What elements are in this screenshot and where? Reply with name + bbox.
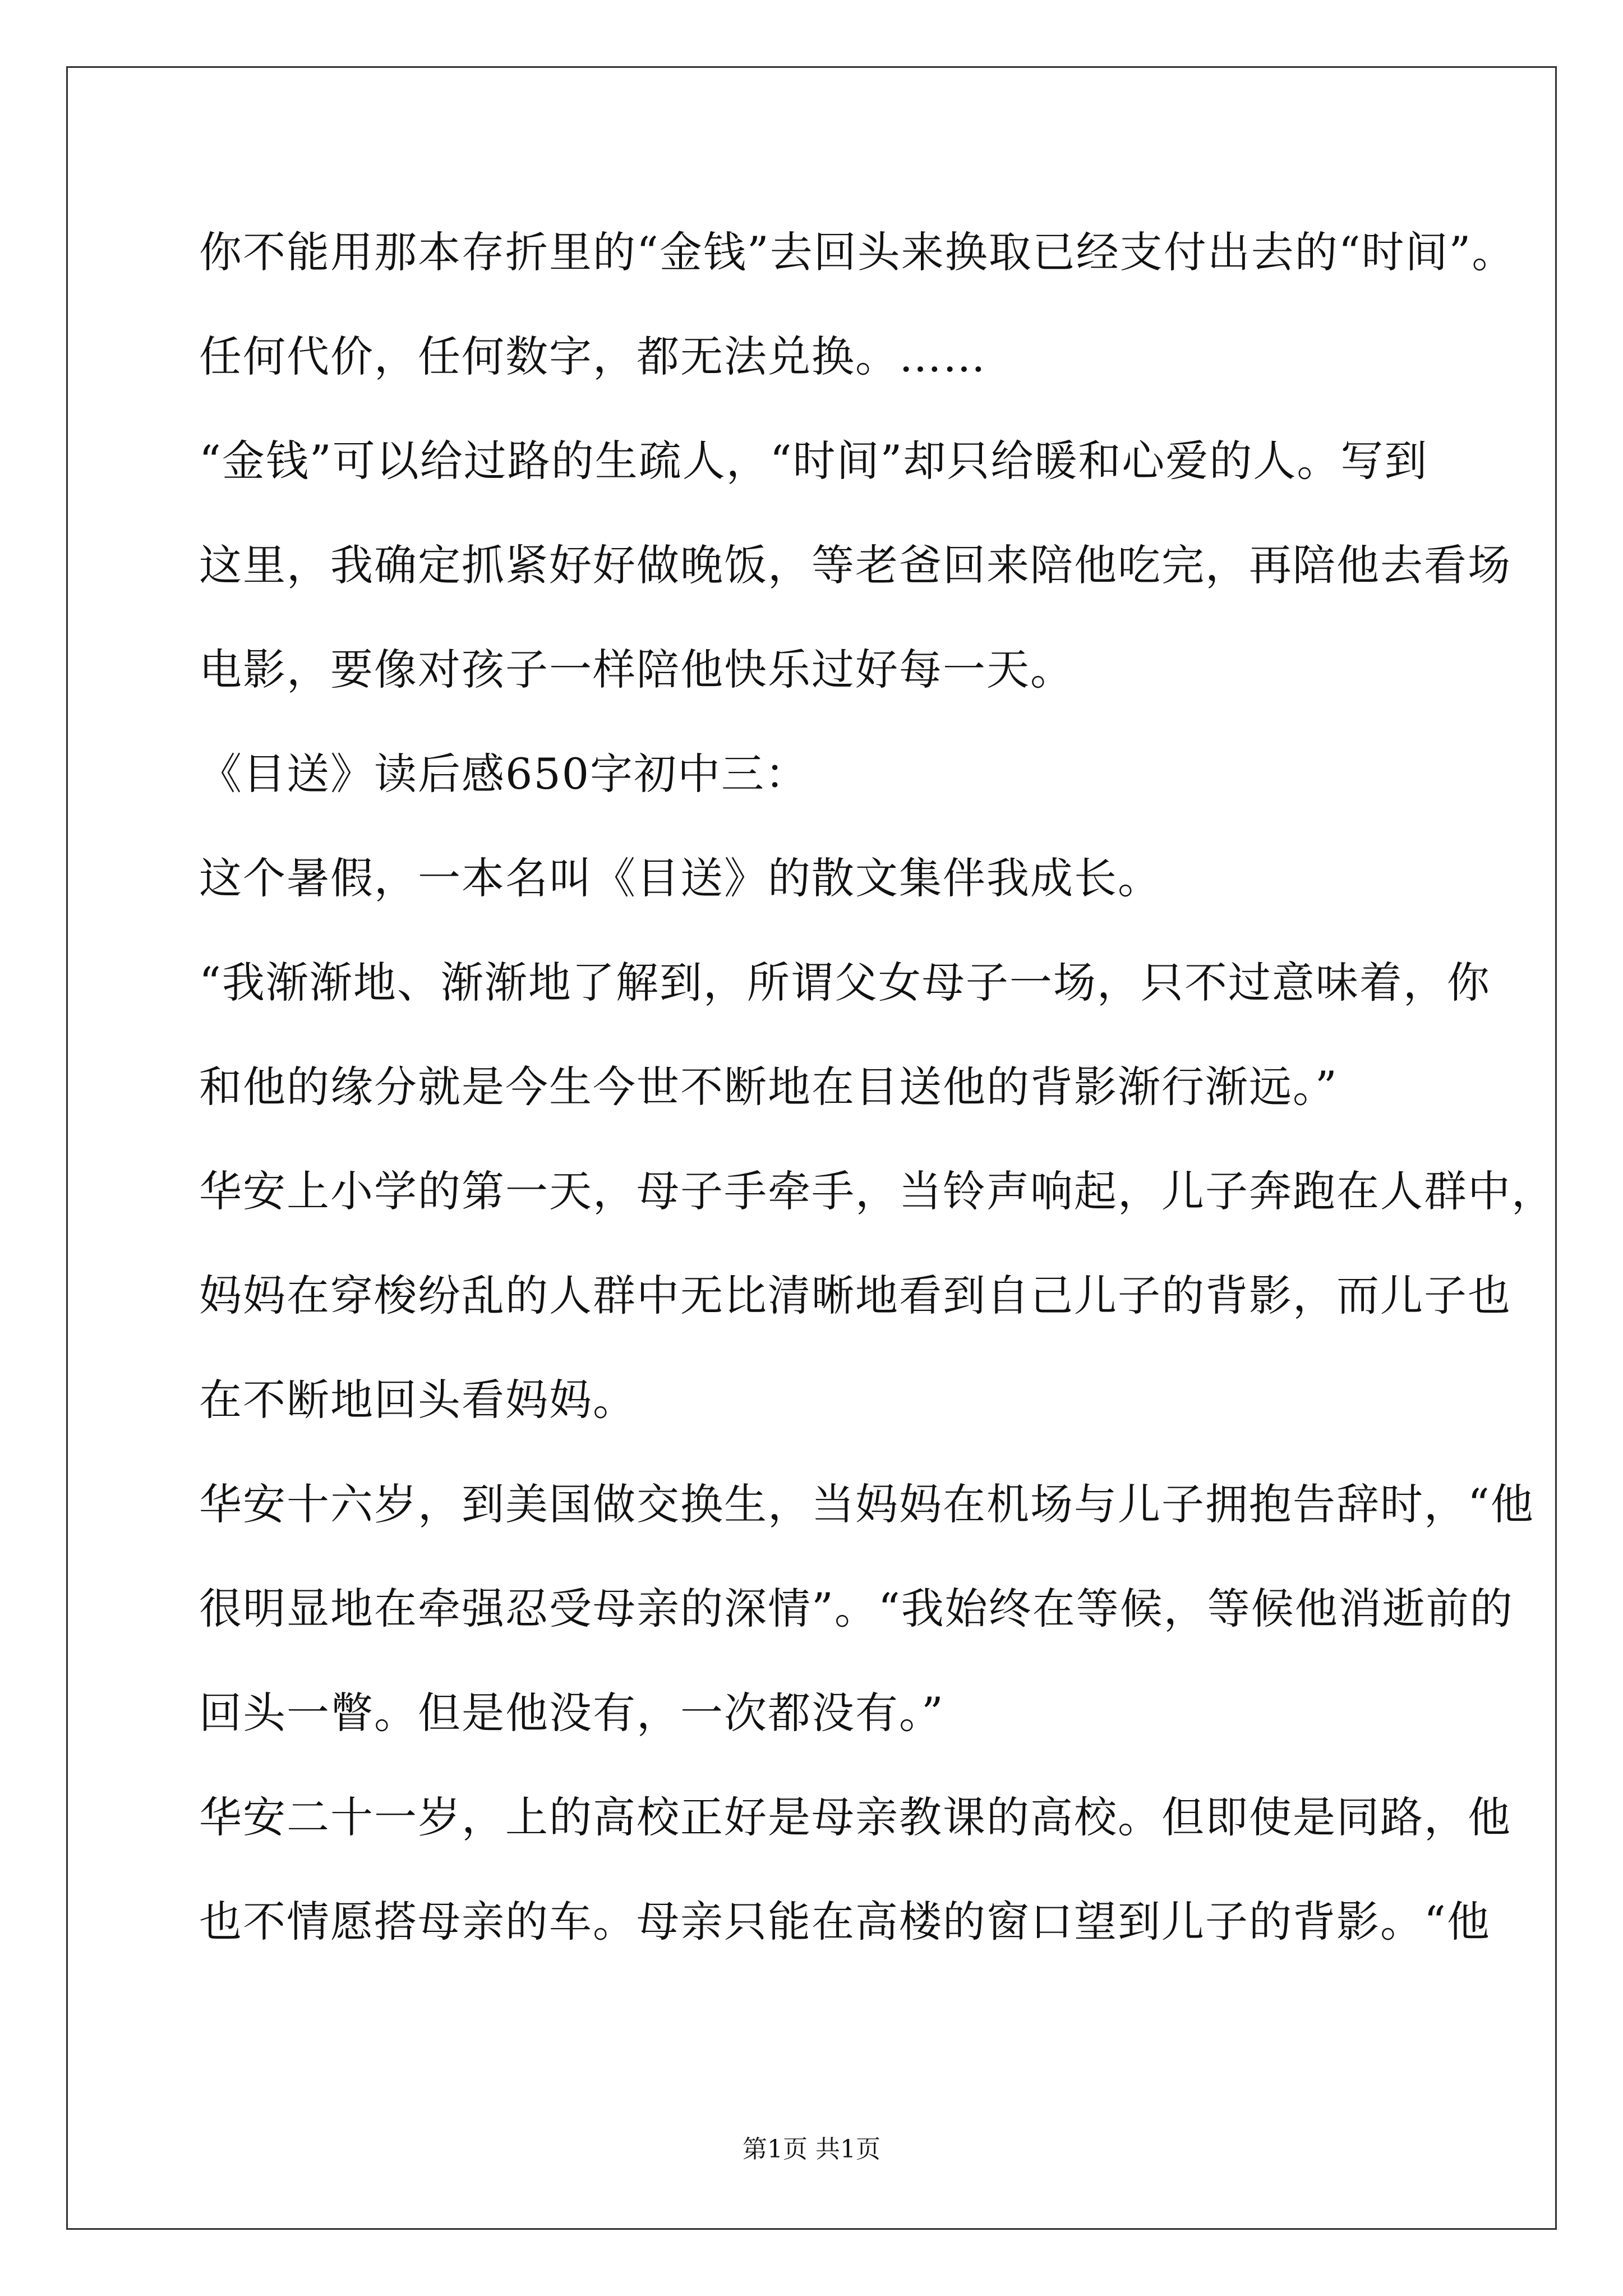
text-line: 回头一瞥。但是他没有，一次都没有。” <box>199 1688 944 1738</box>
text-line: 任何代价，任何数字，都无法兑换。…… <box>199 332 986 381</box>
text-line: 华安上小学的第一天，母子手牵手，当铃声响起，儿子奔跑在人群中， <box>199 1166 1555 1216</box>
text-line: 妈妈在穿梭纷乱的人群中无比清晰地看到自己儿子的背影，而儿子也 <box>199 1271 1511 1320</box>
text-line: 电影，要像对孩子一样陪他快乐过好每一天。 <box>199 645 1074 694</box>
text-line: 也不情愿搭母亲的车。母亲只能在高楼的窗口望到儿子的背影。“他 <box>199 1897 1491 1947</box>
text-line: 你不能用那本存折里的“金钱”去回头来换取已经支付出去的“时间”。 <box>199 227 1516 277</box>
text-line: 这里，我确定抓紧好好做晚饭，等老爸回来陪他吃完，再陪他去看场 <box>199 540 1511 590</box>
section-heading: 《目送》读后感650字初中三： <box>199 749 809 799</box>
text-line: 很明显地在牵强忍受母亲的深情”。“我始终在等候，等候他消逝前的 <box>199 1584 1514 1634</box>
page-number-footer: 第1页 共1页 <box>743 2135 880 2164</box>
text-line: 和他的缘分就是今生今世不断地在目送他的背影渐行渐远。” <box>199 1062 1338 1112</box>
text-line: 这个暑假，一本名叫《目送》的散文集伴我成长。 <box>199 853 1161 903</box>
text-line: “我渐渐地、渐渐地了解到，所谓父女母子一场，只不过意味着，你 <box>199 958 1491 1007</box>
text-line: 华安二十一岁，上的高校正好是母亲教课的高校。但即使是同路，他 <box>199 1792 1511 1842</box>
text-line: 在不断地回头看妈妈。 <box>199 1375 637 1425</box>
text-line: 华安十六岁，到美国做交换生，当妈妈在机场与儿子拥抱告辞时，“他 <box>199 1479 1534 1529</box>
text-line: “金钱”可以给过路的生疏人，“时间”却只给暖和心爱的人。写到 <box>199 436 1428 486</box>
